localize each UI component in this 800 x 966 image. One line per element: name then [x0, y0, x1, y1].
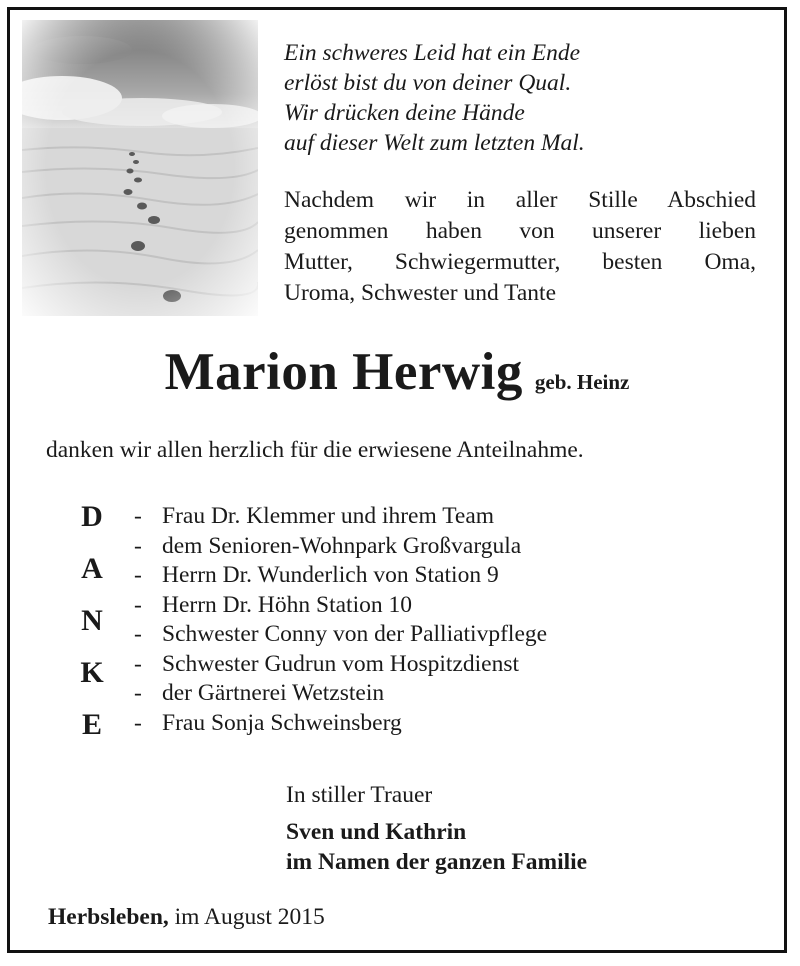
intro-line: Uroma, Schwester und Tante: [284, 280, 557, 306]
full-name: Marion Herwig: [164, 343, 523, 401]
list-item-text: Herrn Dr. Wunderlich von Station 9: [162, 562, 499, 588]
signature-line: im Namen der ganzen Familie: [286, 849, 588, 875]
list-item-text: Schwester Conny von der Palliativpflege: [162, 621, 548, 647]
list-item: [134, 561, 547, 591]
footprints-in-sand-image: [22, 20, 258, 316]
poem: [284, 38, 764, 158]
list-item-text: der Gärtnerei Wetzstein: [162, 680, 385, 706]
danke-letter: D: [81, 500, 103, 533]
list-dash: -: [134, 503, 142, 529]
poem-line: Wir drücken deine Hände: [284, 100, 525, 126]
list-dash: -: [134, 680, 142, 706]
thanks-list: [134, 502, 547, 738]
danke-column: [72, 499, 112, 759]
list-dash: -: [134, 591, 142, 618]
poem-line: auf dieser Welt zum letzten Mal.: [284, 130, 585, 156]
danke-letter: E: [81, 708, 102, 741]
list-dash: -: [134, 621, 142, 647]
danke-letter: N: [81, 604, 103, 637]
list-item: [134, 620, 547, 650]
list-item: [134, 591, 547, 621]
thanks-line: danken wir allen herzlich für die erwiesene Anteilnahme.: [46, 437, 584, 463]
intro-line: Mutter, Schwiegermutter, besten Oma,: [284, 249, 756, 275]
list-item-text: Herrn Dr. Höhn Station 10: [162, 591, 412, 618]
intro-text: [284, 185, 756, 309]
deceased-name: [10, 342, 784, 402]
date-text: im August 2015: [174, 904, 325, 930]
list-dash: -: [134, 709, 142, 736]
list-item: [134, 532, 547, 562]
intro-line: genommen haben von unserer lieben: [284, 218, 756, 244]
poem-line: Ein schweres Leid hat ein Ende: [284, 40, 581, 66]
closing-block: [286, 780, 587, 877]
list-item: [134, 679, 547, 709]
list-dash: -: [134, 532, 142, 559]
in-still-mourning: In stiller Trauer: [286, 782, 433, 808]
list-item: [134, 502, 547, 532]
obituary-notice: [7, 7, 787, 953]
footprints-sand-photo: [22, 20, 258, 316]
list-item-text: Frau Sonja Schweinsberg: [162, 709, 402, 736]
poem-line: erlöst bist du von deiner Qual.: [284, 70, 572, 96]
intro-line: Nachdem wir in aller Stille Abschied: [284, 187, 756, 213]
list-dash: -: [134, 650, 142, 677]
list-item-text: Schwester Gudrun vom Hospitzdienst: [162, 650, 520, 677]
list-item-text: dem Senioren-Wohnpark Großvargula: [162, 532, 522, 559]
list-item-text: Frau Dr. Klemmer und ihrem Team: [162, 503, 495, 529]
danke-letter: A: [81, 552, 103, 585]
signature-line: Sven und Kathrin: [286, 819, 467, 845]
place-name: Herbsleben,: [48, 904, 169, 930]
danke-letter: K: [80, 656, 104, 689]
birth-name: geb. Heinz: [534, 370, 630, 394]
list-dash: -: [134, 562, 142, 588]
list-item: [134, 650, 547, 680]
place-date: [48, 904, 325, 931]
list-item: [134, 709, 547, 739]
